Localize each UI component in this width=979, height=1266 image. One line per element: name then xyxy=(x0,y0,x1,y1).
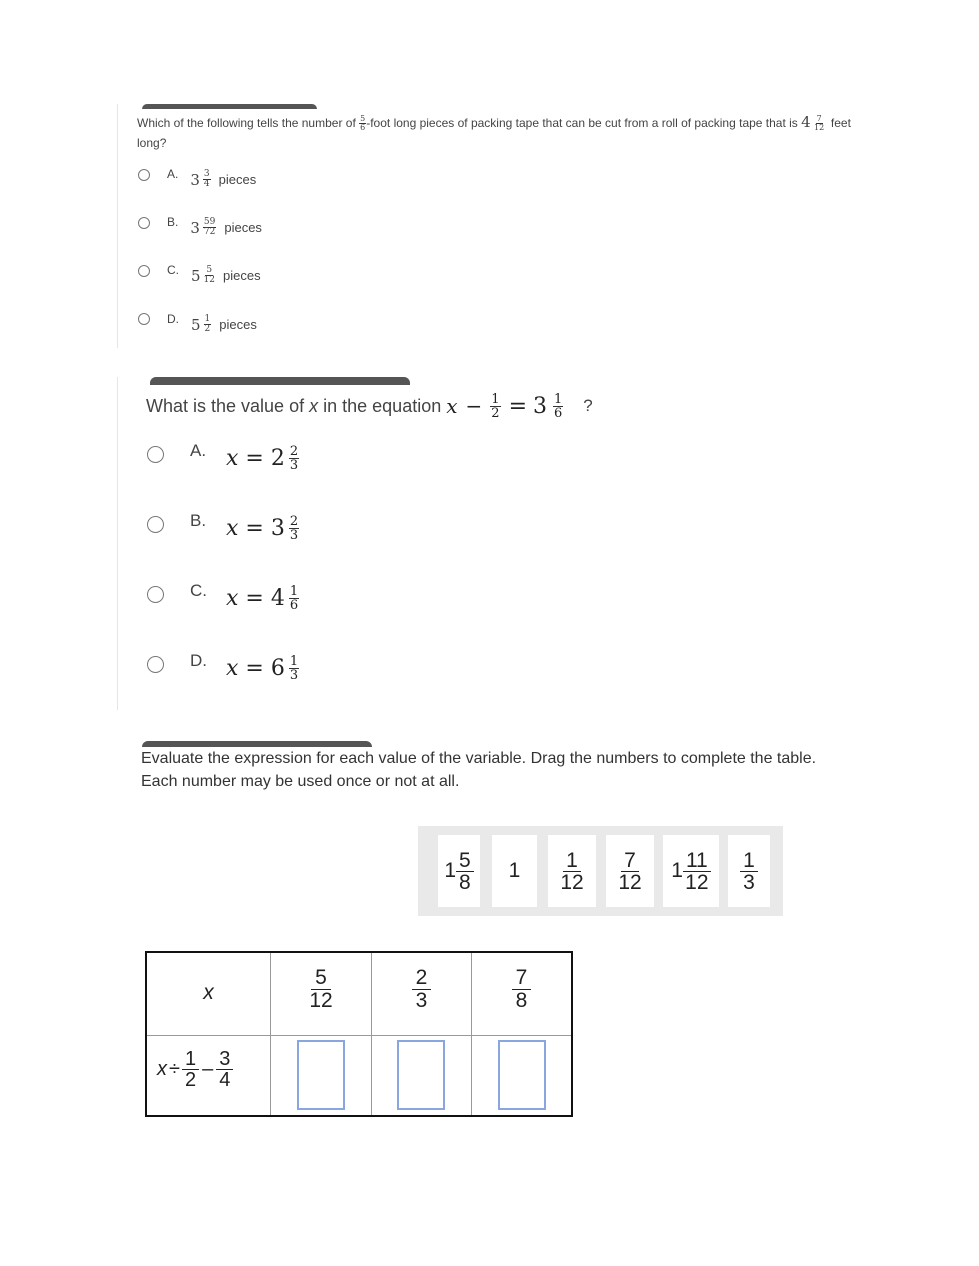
q1-option-a-radio[interactable] xyxy=(138,169,150,181)
question-1-prompt: Which of the following tells the number of $\frac{5}{6}$ -foot long pieces of packing tape that can be cut from a roll of packing tape that is 4 $\frac{7}{12}$ feet xyxy=(137,113,851,133)
table-expression: x ÷ $\frac{1}{2}$ – $\frac{3}{4}$ xyxy=(157,1049,233,1090)
drop-target-seven-eighths[interactable] xyxy=(498,1040,546,1110)
fraction-five-sixths: $\frac{5}{6}$ xyxy=(360,114,366,133)
q2-option-a[interactable]: A. x = 2 $\frac{2}{3}$ xyxy=(190,441,299,473)
q2-option-d[interactable]: D. x = 6 $\frac{1}{3}$ xyxy=(190,651,299,683)
question-1-header-bar xyxy=(142,104,317,109)
question-3-prompt: Evaluate the expression for each value of the variable. Drag the numbers to complete the table. Each number may be used once or not at all. xyxy=(141,750,817,790)
drop-target-two-thirds[interactable] xyxy=(397,1040,445,1110)
question-1-left-border xyxy=(117,104,118,348)
q2-option-a-radio[interactable] xyxy=(147,446,164,463)
tile-1-3[interactable]: $\frac{1}{3}$ xyxy=(728,835,770,907)
table-header-value: 7 8 xyxy=(472,967,571,1012)
question-2-header-bar xyxy=(150,377,410,385)
q1-option-b[interactable]: B. 3 $\frac{59}{72}$ pieces xyxy=(167,214,262,237)
answer-tile-tray xyxy=(418,826,783,916)
tile-1-12[interactable]: $\frac{1}{12}$ xyxy=(548,835,596,907)
tile-1-11-12[interactable]: 1 $\frac{11}{12}$ xyxy=(663,835,719,907)
question-2-prompt: What is the value of x in the equation x − $\frac{1}{2}$ = 3 $\frac{1}{6}$ ? xyxy=(146,391,593,421)
q2-option-d-radio[interactable] xyxy=(147,656,164,673)
table-row-divider xyxy=(147,1035,571,1036)
fraction-one-half: $\frac{1}{2}$ xyxy=(491,391,500,421)
q1-option-d-radio[interactable] xyxy=(138,313,150,325)
q2-option-b[interactable]: B. x = 3 $\frac{2}{3}$ xyxy=(190,511,299,543)
tile-1[interactable]: 1 xyxy=(492,835,537,907)
q1-option-d[interactable]: D. 5 $\frac{1}{2}$ pieces xyxy=(167,311,257,334)
q2-option-c-radio[interactable] xyxy=(147,586,164,603)
q1-option-c[interactable]: C. 5 $\frac{5}{12}$ pieces xyxy=(167,262,261,285)
q1-option-a[interactable]: A. 3 $\frac{3}{4}$ pieces xyxy=(167,166,257,189)
tile-7-12[interactable]: $\frac{7}{12}$ xyxy=(606,835,654,907)
tile-1-5-8[interactable]: 1 $\frac{5}{8}$ xyxy=(438,835,480,907)
evaluation-table xyxy=(145,951,573,1117)
q1-option-c-radio[interactable] xyxy=(138,265,150,277)
q1-option-b-radio[interactable] xyxy=(138,217,150,229)
table-header-value: 2 3 xyxy=(372,967,471,1012)
table-header-value: 5 12 xyxy=(309,966,333,1013)
question-1-prompt-line2: long? xyxy=(137,136,167,150)
fraction-one-sixth: $\frac{1}{6}$ xyxy=(554,391,563,421)
question-2-left-border xyxy=(117,377,118,710)
q2-option-b-radio[interactable] xyxy=(147,516,164,533)
drop-target-five-twelfths[interactable] xyxy=(297,1040,345,1110)
fraction-seven-twelfths: $\frac{7}{12}$ xyxy=(814,114,825,133)
table-header-variable: x xyxy=(203,981,214,1004)
q2-option-c[interactable]: C. x = 4 $\frac{1}{6}$ xyxy=(190,581,299,613)
